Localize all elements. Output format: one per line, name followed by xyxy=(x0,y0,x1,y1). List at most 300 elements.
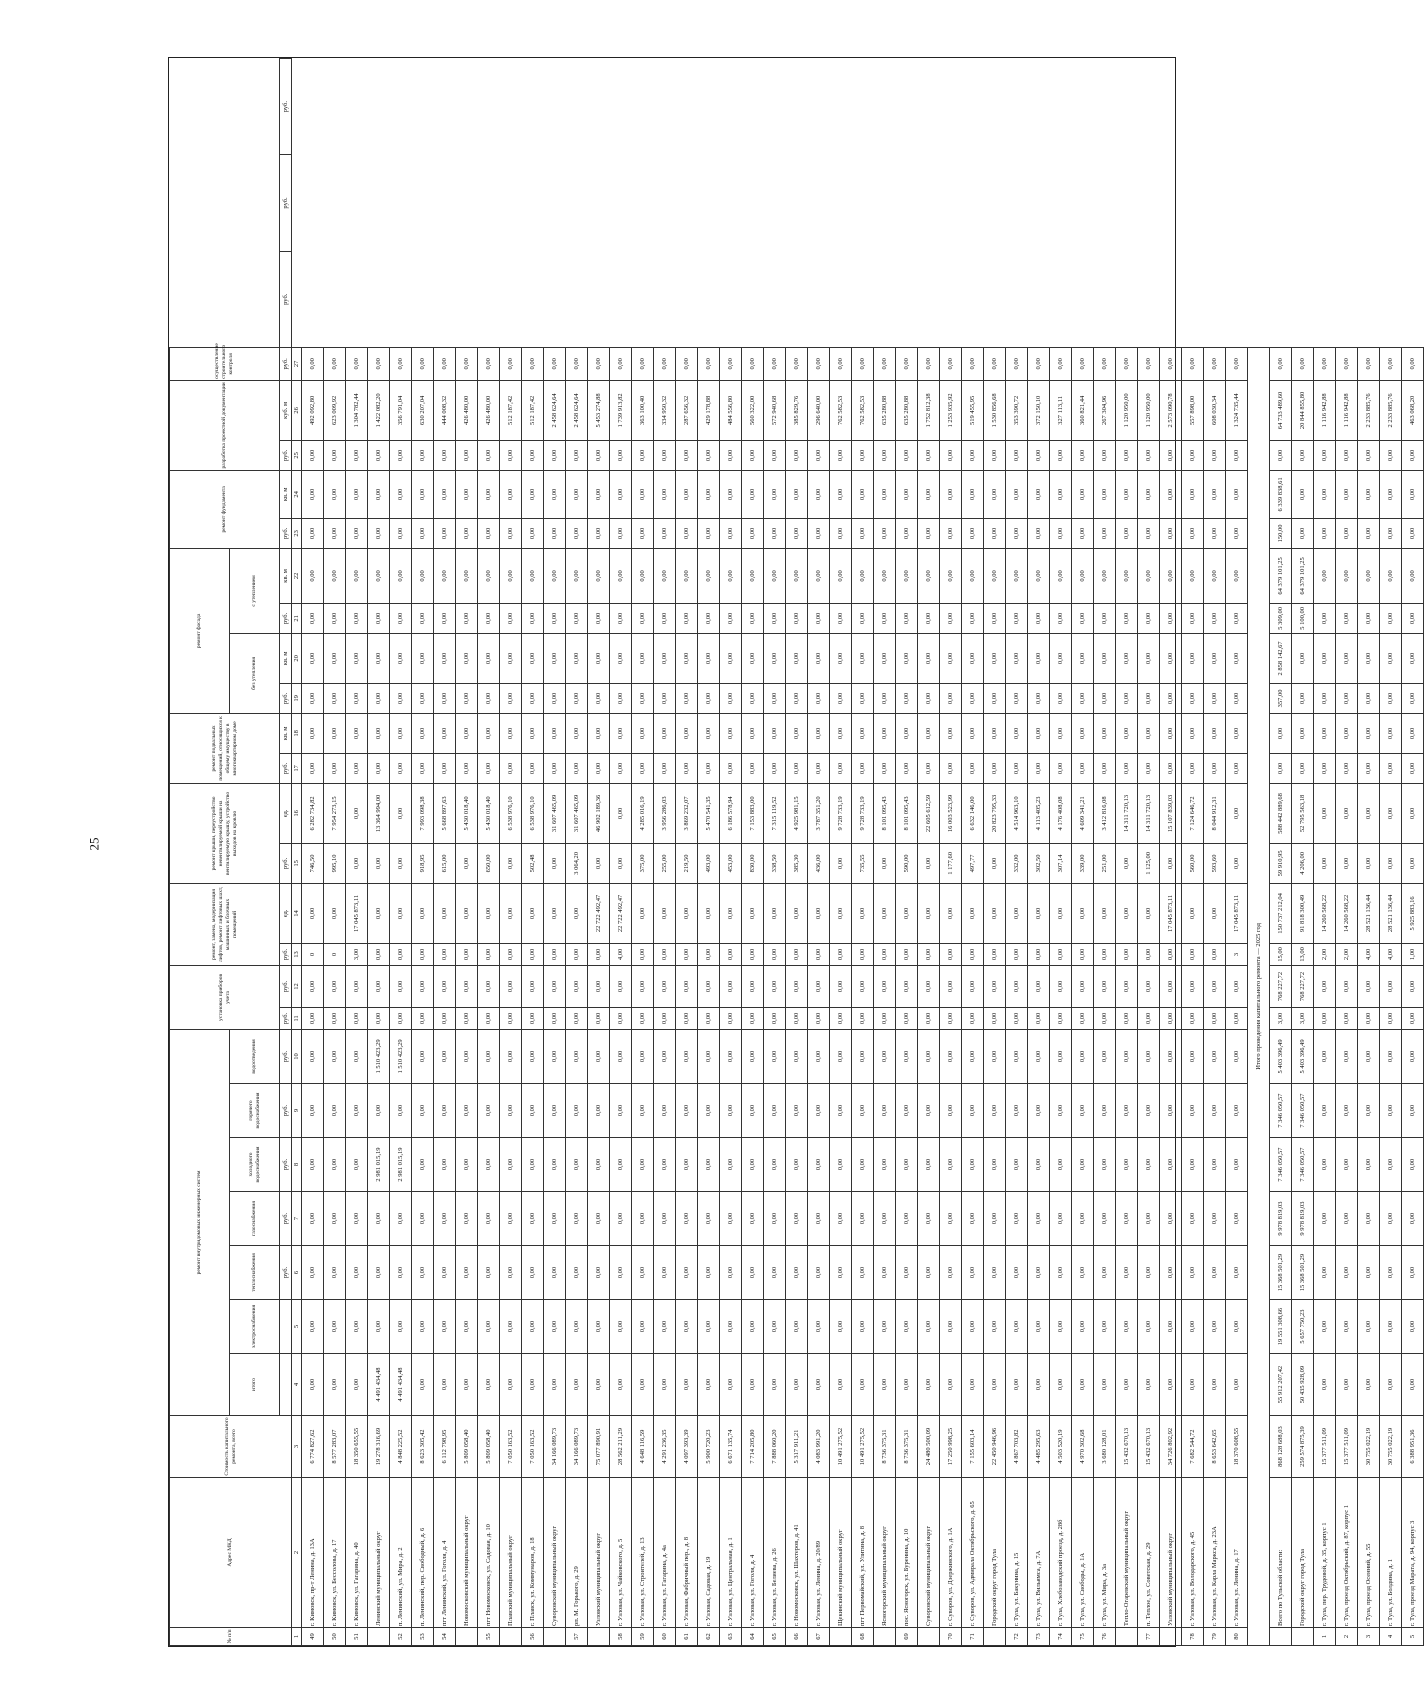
value-cell: 0,00 xyxy=(786,943,808,965)
value-cell: 0,00 xyxy=(1116,1246,1138,1300)
value-cell: 0,00 xyxy=(676,347,698,380)
value-cell: 0,00 xyxy=(1402,713,1424,753)
value-cell: 0,00 xyxy=(346,633,368,683)
value-cell: 0,00 xyxy=(1116,683,1138,713)
value-cell: 0,00 xyxy=(830,1300,852,1354)
value-cell: 255,00 xyxy=(654,843,676,883)
value-cell: 0,00 xyxy=(720,1029,742,1083)
table-row xyxy=(742,59,764,1646)
row-number: 65 xyxy=(764,1628,786,1646)
value-cell: 0,00 xyxy=(654,943,676,965)
value-cell: 0,00 xyxy=(940,965,962,1007)
unit-cell: руб. xyxy=(280,1029,292,1083)
value-cell: 0,00 xyxy=(742,440,764,470)
value-cell: 0,00 xyxy=(808,1246,830,1300)
value-cell: 0,00 xyxy=(1402,965,1424,1007)
value-cell: 0,00 xyxy=(1336,1354,1358,1416)
value-cell: 0,00 xyxy=(808,470,830,518)
value-cell: 2 573 090,78 xyxy=(1160,380,1182,440)
value-cell: 5 453 274,88 xyxy=(588,380,610,440)
value-cell: 0,00 xyxy=(346,1084,368,1138)
value-cell: 0,00 xyxy=(1402,843,1424,883)
value-cell: 0,00 xyxy=(808,943,830,965)
value-cell: 0,00 xyxy=(1314,518,1336,548)
value-cell: 0,00 xyxy=(720,1192,742,1246)
value-cell: 7 124 646,72 xyxy=(1182,783,1204,843)
value-cell: 1 177,60 xyxy=(940,843,962,883)
value-cell: 0,00 xyxy=(610,347,632,380)
unit-cell: руб. xyxy=(280,965,292,1007)
value-cell: 0,00 xyxy=(1380,440,1402,470)
value-cell: 0,00 xyxy=(1072,347,1094,380)
value-cell: 0,00 xyxy=(742,548,764,603)
value-cell: 0,00 xyxy=(984,1246,1006,1300)
value-cell: 0,00 xyxy=(368,843,390,883)
value-cell: 0,00 xyxy=(918,753,940,783)
value-cell: 0,00 xyxy=(962,753,984,783)
group-row xyxy=(1116,59,1138,1646)
value-cell: 0,00 xyxy=(456,1246,478,1300)
value-cell: 0,00 xyxy=(1204,440,1226,470)
value-cell: 0,00 xyxy=(764,440,786,470)
value-cell: 0,00 xyxy=(1314,1029,1336,1083)
value-cell: 0,00 xyxy=(808,633,830,683)
value-cell: 0,00 xyxy=(698,965,720,1007)
value-cell: 0,00 xyxy=(500,440,522,470)
value-cell: 0,00 xyxy=(522,713,544,753)
unit-cell: руб. xyxy=(280,347,292,380)
value-cell: 0,00 xyxy=(456,470,478,518)
value-cell: 0,00 xyxy=(588,470,610,518)
value-cell: 0,00 xyxy=(412,1029,434,1083)
value-cell: 0,00 xyxy=(786,965,808,1007)
value-cell: 327 113,11 xyxy=(1050,380,1072,440)
value-cell: 0,00 xyxy=(918,1354,940,1416)
value-cell: 0,00 xyxy=(1006,633,1028,683)
value-cell: 0,00 xyxy=(1314,633,1336,683)
value-cell: 0,00 xyxy=(588,440,610,470)
value-cell: 0,00 xyxy=(456,683,478,713)
value-cell: 0,00 xyxy=(1138,518,1160,548)
table-row xyxy=(1336,59,1358,1646)
value-cell: 0,00 xyxy=(1182,1007,1204,1029)
value-cell: 0,00 xyxy=(500,548,522,603)
value-cell: 0,00 xyxy=(830,753,852,783)
table-row xyxy=(610,59,632,1646)
value-cell: 0,00 xyxy=(962,1354,984,1416)
value-cell: 497,77 xyxy=(962,843,984,883)
value-cell: 3,00 xyxy=(346,943,368,965)
value-cell: 0,00 xyxy=(1006,548,1028,603)
value-cell: 0,00 xyxy=(1094,1007,1116,1029)
value-cell: 4,00 xyxy=(1380,943,1402,965)
value-cell: 0,00 xyxy=(1050,548,1072,603)
table-row xyxy=(1028,59,1050,1646)
value-cell: 0,00 xyxy=(896,943,918,965)
value-cell: 0,00 xyxy=(1402,1300,1424,1354)
value-cell: 7 315 119,52 xyxy=(764,783,786,843)
value-cell: 0,00 xyxy=(324,633,346,683)
header-cold-water: холодного водоснабжения xyxy=(230,1138,280,1192)
value-cell: 0,00 xyxy=(346,683,368,713)
value-cell: 6 186 578,94 xyxy=(720,783,742,843)
value-cell: 7 888 060,20 xyxy=(764,1416,786,1478)
value-cell: 0,00 xyxy=(544,683,566,713)
value-cell: 7 714 205,80 xyxy=(742,1416,764,1478)
value-cell: 0,00 xyxy=(478,965,500,1007)
value-cell: 3 680 128,01 xyxy=(1094,1416,1116,1478)
value-cell: 0,00 xyxy=(302,1138,324,1192)
value-cell: 0,00 xyxy=(456,603,478,633)
value-cell: 4 206,00 xyxy=(1292,843,1314,883)
value-cell: 0,00 xyxy=(764,603,786,633)
value-cell: 0,00 xyxy=(1138,347,1160,380)
value-cell: 0,00 xyxy=(588,1029,610,1083)
value-cell: 338,50 xyxy=(764,843,786,883)
value-cell: 0,00 xyxy=(896,633,918,683)
value-cell: 0,00 xyxy=(478,470,500,518)
value-cell: 0,00 xyxy=(1380,470,1402,518)
value-cell: 0,00 xyxy=(390,518,412,548)
table-row xyxy=(1402,59,1424,1646)
row-address: п. Ленинский, ул. Мира, д. 2 xyxy=(390,1478,412,1628)
value-cell: 0,00 xyxy=(1226,518,1248,548)
value-cell: 0,00 xyxy=(1402,1138,1424,1192)
value-cell: 0,00 xyxy=(610,1084,632,1138)
value-cell: 0,00 xyxy=(676,713,698,753)
value-cell: 0,00 xyxy=(764,518,786,548)
table-row xyxy=(1226,59,1248,1646)
value-cell: 287 656,32 xyxy=(676,380,698,440)
value-cell: 0,00 xyxy=(720,965,742,1007)
header-heat: теплоснабжения xyxy=(230,1246,280,1300)
row-address: г. Тула, ул. Бакунина, д. 15 xyxy=(1006,1478,1028,1628)
value-cell: 4 491 434,48 xyxy=(368,1354,390,1416)
value-cell: 0,00 xyxy=(918,843,940,883)
table-row xyxy=(1138,59,1160,1646)
value-cell: 0,00 xyxy=(1006,943,1028,965)
value-cell: 15 377 511,09 xyxy=(1314,1416,1336,1478)
value-cell: 0,00 xyxy=(544,1029,566,1083)
value-cell: 0,00 xyxy=(962,548,984,603)
value-cell: 0,00 xyxy=(610,603,632,633)
value-cell: 0,00 xyxy=(1094,1084,1116,1138)
value-cell: 0,00 xyxy=(720,683,742,713)
value-cell: 0,00 xyxy=(1006,603,1028,633)
value-cell: 0,00 xyxy=(852,883,874,943)
value-cell: 302,50 xyxy=(1028,843,1050,883)
value-cell: 0,00 xyxy=(720,633,742,683)
value-cell: 8 653 642,65 xyxy=(1204,1416,1226,1478)
header-basement: ремонт подвальных помещений, относящихся к общему имуществу в многоквартирном доме xyxy=(170,713,280,783)
value-cell: 0,00 xyxy=(1336,753,1358,783)
value-cell: 0,00 xyxy=(720,1084,742,1138)
value-cell: 0,00 xyxy=(500,633,522,683)
value-cell: 0,00 xyxy=(874,965,896,1007)
value-cell: 0,00 xyxy=(522,753,544,783)
value-cell: 0,00 xyxy=(742,1138,764,1192)
value-cell: 0,00 xyxy=(896,1084,918,1138)
row-address: п. Теплое, ул. Советская, д. 29 xyxy=(1138,1478,1160,1628)
value-cell: 0,00 xyxy=(302,1354,324,1416)
value-cell: 0,00 xyxy=(918,943,940,965)
value-cell: 0,00 xyxy=(610,1029,632,1083)
value-cell: 0,00 xyxy=(896,1192,918,1246)
value-cell: 0,00 xyxy=(1226,603,1248,633)
value-cell: 17 045 873,11 xyxy=(346,883,368,943)
value-cell: 0,00 xyxy=(1138,1138,1160,1192)
value-cell: 0,00 xyxy=(786,1246,808,1300)
value-cell: 0,00 xyxy=(1358,713,1380,753)
value-cell: 0,00 xyxy=(1160,633,1182,683)
value-cell: 0,00 xyxy=(1116,1300,1138,1354)
value-cell: 0,00 xyxy=(654,1192,676,1246)
value-cell: 0,00 xyxy=(434,1300,456,1354)
row-number xyxy=(544,1628,566,1646)
value-cell: 6 671 135,74 xyxy=(720,1416,742,1478)
value-cell: 0,00 xyxy=(1160,440,1182,470)
unit-cell: руб. xyxy=(280,155,292,251)
group-row xyxy=(456,59,478,1646)
value-cell: 0,00 xyxy=(830,883,852,943)
value-cell: 0,00 xyxy=(632,548,654,603)
value-cell: 14 260 568,22 xyxy=(1336,883,1358,943)
value-cell: 0,00 xyxy=(962,1246,984,1300)
value-cell: 0,00 xyxy=(1160,683,1182,713)
value-cell: 0,00 xyxy=(654,548,676,603)
row-number: 78 xyxy=(1182,1628,1204,1646)
value-cell: 0,00 xyxy=(962,633,984,683)
value-cell: 91 818 300,49 xyxy=(1292,883,1314,943)
row-number xyxy=(984,1628,1006,1646)
value-cell: 0,00 xyxy=(742,1084,764,1138)
value-cell: 0,00 xyxy=(1006,753,1028,783)
value-cell: 0,00 xyxy=(368,943,390,965)
value-cell: 0,00 xyxy=(434,1192,456,1246)
value-cell: 0,00 xyxy=(302,1300,324,1354)
value-cell: 0,00 xyxy=(632,943,654,965)
value-cell: 0,00 xyxy=(1160,1007,1182,1029)
value-cell: 0,00 xyxy=(324,883,346,943)
value-cell: 360 821,44 xyxy=(1072,380,1094,440)
value-cell: 0,00 xyxy=(522,943,544,965)
unit-cell: кв. м xyxy=(280,470,292,518)
value-cell: 4 491 434,48 xyxy=(390,1354,412,1416)
value-cell: 0,00 xyxy=(544,470,566,518)
value-cell: 0,00 xyxy=(742,713,764,753)
value-cell: 0,00 xyxy=(962,965,984,1007)
value-cell: 20 823 795,33 xyxy=(984,783,1006,843)
value-cell: 0,00 xyxy=(940,1138,962,1192)
value-cell: 0,00 xyxy=(764,883,786,943)
value-cell: 0,00 xyxy=(434,965,456,1007)
group-row xyxy=(830,59,852,1646)
value-cell: 0,00 xyxy=(566,753,588,783)
value-cell: 8 101 095,43 xyxy=(874,783,896,843)
value-cell: 0,00 xyxy=(874,440,896,470)
value-cell: 0,00 xyxy=(830,1246,852,1300)
value-cell: 0,00 xyxy=(566,347,588,380)
value-cell: 0,00 xyxy=(1380,753,1402,783)
value-cell: 0,00 xyxy=(1028,965,1050,1007)
value-cell: 615,00 xyxy=(434,843,456,883)
value-cell: 0,00 xyxy=(808,1354,830,1416)
value-cell: 3 064,20 xyxy=(566,843,588,883)
value-cell: 0,00 xyxy=(522,347,544,380)
value-cell: 502,48 xyxy=(522,843,544,883)
value-cell: 34 726 802,92 xyxy=(1160,1416,1182,1478)
value-cell: 0,00 xyxy=(1138,965,1160,1007)
value-cell: 0,00 xyxy=(1094,1246,1116,1300)
value-cell: 0,00 xyxy=(1050,753,1072,783)
value-cell: 0,00 xyxy=(1402,440,1424,470)
value-cell: 0,00 xyxy=(874,683,896,713)
value-cell: 0,00 xyxy=(808,440,830,470)
value-cell: 0,00 xyxy=(1314,1007,1336,1029)
value-cell: 34 166 089,73 xyxy=(566,1416,588,1478)
value-cell: 0,00 xyxy=(412,1354,434,1416)
value-cell: 0,00 xyxy=(412,603,434,633)
value-cell: 0,00 xyxy=(786,683,808,713)
value-cell: 0,00 xyxy=(962,440,984,470)
value-cell: 22 605 612,59 xyxy=(918,783,940,843)
value-cell: 0,00 xyxy=(434,683,456,713)
value-cell: 22 722 492,47 xyxy=(610,883,632,943)
column-index-cell: 21 xyxy=(292,603,302,633)
value-cell: 0,00 xyxy=(1094,1354,1116,1416)
value-cell: 0,00 xyxy=(720,1300,742,1354)
table-row xyxy=(654,59,676,1646)
header-num: № п/п xyxy=(170,1628,292,1646)
value-cell: 0,00 xyxy=(610,440,632,470)
value-cell: 5 100,00 xyxy=(1292,603,1314,633)
value-cell: 0,00 xyxy=(1380,347,1402,380)
value-cell: 1 739 913,82 xyxy=(610,380,632,440)
value-cell: 0,00 xyxy=(544,753,566,783)
value-cell: 0,00 xyxy=(1050,518,1072,548)
row-address: г. Плавск, ул. Коммунаров, д. 18 xyxy=(522,1478,544,1628)
value-cell: 332,00 xyxy=(1006,843,1028,883)
value-cell: 267 304,96 xyxy=(1094,380,1116,440)
value-cell: 5 900 720,23 xyxy=(698,1416,720,1478)
value-cell: 0,00 xyxy=(1226,440,1248,470)
value-cell: 0,00 xyxy=(786,347,808,380)
unit-cell: руб. xyxy=(280,1007,292,1029)
value-cell: 0,00 xyxy=(984,1138,1006,1192)
header-elevator: ремонт, замена, модернизация лифтов, ремонт лифтовых шахт, машинных и блочных помещений xyxy=(170,883,280,965)
value-cell: 0,00 xyxy=(962,1192,984,1246)
value-cell: 0,00 xyxy=(1028,1029,1050,1083)
value-cell: 0,00 xyxy=(852,1354,874,1416)
row-address: пос. Ясногорск, ул. Буренина, д. 10 xyxy=(896,1478,918,1628)
column-index-cell: 22 xyxy=(292,548,302,603)
value-cell: 0,00 xyxy=(478,440,500,470)
value-cell: 0,00 xyxy=(786,1300,808,1354)
row-number: 75 xyxy=(1072,1628,1094,1646)
header-meters: установка приборов учета xyxy=(170,965,280,1029)
value-cell: 0,00 xyxy=(896,1138,918,1192)
value-cell: 0,00 xyxy=(632,965,654,1007)
value-cell: 363 100,40 xyxy=(632,380,654,440)
value-cell: 0,00 xyxy=(522,440,544,470)
value-cell: 0,00 xyxy=(1182,883,1204,943)
row-address: г. Тула, ул. Вильямса, д. 7А xyxy=(1028,1478,1050,1628)
value-cell: 0,00 xyxy=(962,883,984,943)
value-cell: 0,00 xyxy=(1028,713,1050,753)
value-cell: 0,00 xyxy=(764,713,786,753)
row-address: г. Узловая, ул. Володарского, д. 45 xyxy=(1182,1478,1204,1628)
value-cell: 0,00 xyxy=(830,633,852,683)
value-cell: 0,00 xyxy=(874,603,896,633)
value-cell: 0,00 xyxy=(500,753,522,783)
value-cell: 0,00 xyxy=(346,1192,368,1246)
value-cell: 0,00 xyxy=(1204,1007,1226,1029)
value-cell: 356 791,04 xyxy=(390,380,412,440)
total-row xyxy=(1270,59,1292,1646)
value-cell: 0,00 xyxy=(1138,440,1160,470)
value-cell: 0,00 xyxy=(1072,883,1094,943)
value-cell: 0,00 xyxy=(412,683,434,713)
value-cell: 0,00 xyxy=(566,440,588,470)
value-cell: 0,00 xyxy=(1402,753,1424,783)
value-cell: 0,00 xyxy=(1094,347,1116,380)
value-cell: 0,00 xyxy=(962,943,984,965)
row-address: Всего по Тульской области: xyxy=(1270,1478,1292,1628)
row-address: Ясногорский муниципальный округ xyxy=(874,1478,896,1628)
value-cell: 590,00 xyxy=(896,843,918,883)
value-cell: 0,00 xyxy=(610,633,632,683)
value-cell: 6 388 951,36 xyxy=(1402,1416,1424,1478)
value-cell: 0,00 xyxy=(610,753,632,783)
table-row xyxy=(1182,59,1204,1646)
value-cell: 0,00 xyxy=(1072,1246,1094,1300)
value-cell: 0,00 xyxy=(500,347,522,380)
column-index-cell: 2 xyxy=(292,1478,302,1628)
value-cell: 0,00 xyxy=(632,1300,654,1354)
value-cell: 2 981 015,19 xyxy=(390,1138,412,1192)
value-cell: 0,00 xyxy=(720,470,742,518)
value-cell: 0,00 xyxy=(390,1007,412,1029)
value-cell: 0,00 xyxy=(1358,1007,1380,1029)
value-cell: 0,00 xyxy=(852,603,874,633)
group-row xyxy=(918,59,940,1646)
value-cell: 453,00 xyxy=(720,843,742,883)
value-cell: 0,00 xyxy=(874,518,896,548)
header-sewer: водоотведения xyxy=(230,1029,280,1083)
value-cell: 0,00 xyxy=(1138,943,1160,965)
row-number: 56 xyxy=(522,1628,544,1646)
value-cell: 0,00 xyxy=(522,633,544,683)
value-cell: 0,00 xyxy=(830,843,852,883)
table-row xyxy=(962,59,984,1646)
value-cell: 0,00 xyxy=(962,1084,984,1138)
value-cell: 0,00 xyxy=(654,518,676,548)
header-roof: ремонт крыши, переустройство невентилируемой крыши на вентилируемую крышу, устройство выходов на кровлю xyxy=(170,783,280,883)
value-cell: 0,00 xyxy=(1182,1138,1204,1192)
value-cell: 0,00 xyxy=(896,713,918,753)
value-cell: 0,00 xyxy=(896,603,918,633)
value-cell: 0,00 xyxy=(1380,1138,1402,1192)
value-cell: 0,00 xyxy=(1072,440,1094,470)
value-cell: 0,00 xyxy=(1138,883,1160,943)
value-cell: 762 582,53 xyxy=(830,380,852,440)
value-cell: 46 902 189,36 xyxy=(588,783,610,843)
row-address: Городской округ город Тула xyxy=(1292,1478,1314,1628)
value-cell: 0,00 xyxy=(1160,470,1182,518)
unit-cell: руб. xyxy=(280,1084,292,1138)
value-cell: 768 227,72 xyxy=(1292,965,1314,1007)
value-cell: 0,00 xyxy=(1050,1300,1072,1354)
